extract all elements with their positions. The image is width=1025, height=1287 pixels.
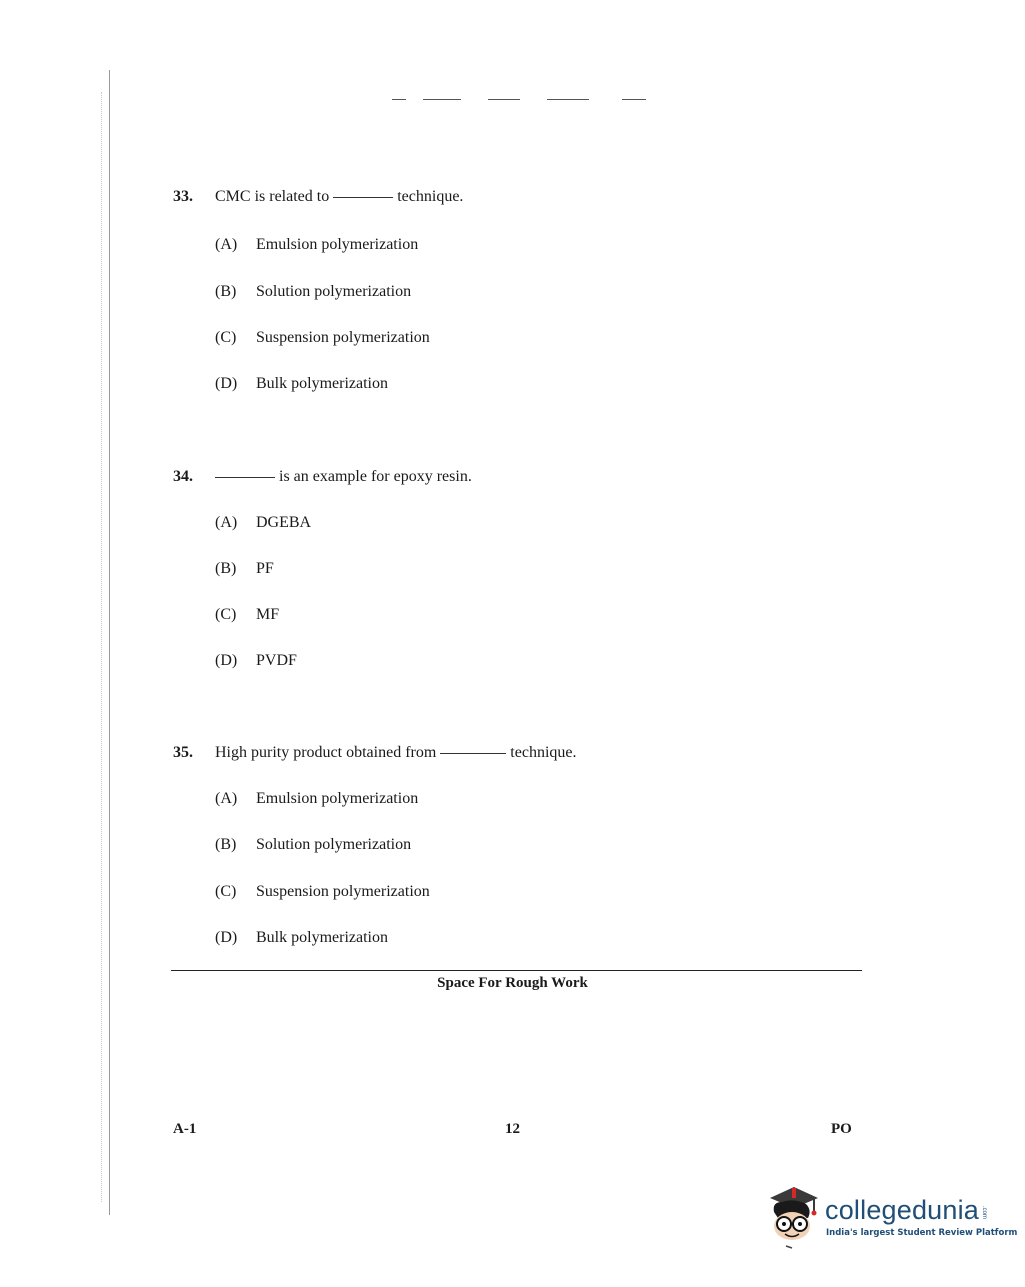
option-a[interactable]: (A) Emulsion polymerization <box>215 790 419 807</box>
page-margin-dots <box>101 92 102 1202</box>
collegedunia-logo <box>768 1182 1018 1252</box>
option-d[interactable]: (D) PVDF <box>215 652 297 669</box>
logo-wordmark: collegedunia <box>825 1195 980 1225</box>
footer-series-code: A-1 <box>173 1121 197 1137</box>
rough-work-label: Space For Rough Work <box>437 975 588 991</box>
question-text: High purity product obtained from technique. <box>215 744 577 761</box>
footer-subject-code: PO <box>831 1121 852 1137</box>
scan-artifact-dash <box>392 99 406 100</box>
scan-artifact-dash <box>547 99 589 100</box>
scan-artifact-dash <box>488 99 520 100</box>
answer-blank <box>440 752 506 754</box>
option-b[interactable]: (B) PF <box>215 560 274 577</box>
option-c[interactable]: (C) MF <box>215 606 280 623</box>
option-a[interactable]: (A) Emulsion polymerization <box>215 236 419 253</box>
page-margin-line <box>109 70 110 1215</box>
option-d[interactable]: (D) Bulk polymerization <box>215 375 388 392</box>
logo-suffix: .com <box>981 1206 987 1220</box>
question-number: 35. <box>173 744 193 761</box>
option-b[interactable]: (B) Solution polymerization <box>215 283 412 300</box>
answer-blank <box>333 196 393 198</box>
answer-blank <box>215 476 275 478</box>
question-number: 34. <box>173 468 193 485</box>
option-c[interactable]: (C) Suspension polymerization <box>215 883 430 900</box>
option-d[interactable]: (D) Bulk polymerization <box>215 929 388 946</box>
question-text: CMC is related to technique. <box>215 188 464 205</box>
mascot-icon <box>768 1182 826 1252</box>
question-text: is an example for epoxy resin. <box>215 468 472 486</box>
footer-page-number: 12 <box>505 1121 520 1137</box>
question-number: 33. <box>173 188 193 205</box>
logo-tagline: India's largest Student Review Platform <box>826 1228 1018 1238</box>
scan-artifact-dash <box>423 99 461 100</box>
option-b[interactable]: (B) Solution polymerization <box>215 836 412 853</box>
scan-artifact-dash <box>622 99 646 100</box>
rough-work-divider <box>171 970 862 971</box>
option-a[interactable]: (A) DGEBA <box>215 514 312 531</box>
option-c[interactable]: (C) Suspension polymerization <box>215 329 430 346</box>
